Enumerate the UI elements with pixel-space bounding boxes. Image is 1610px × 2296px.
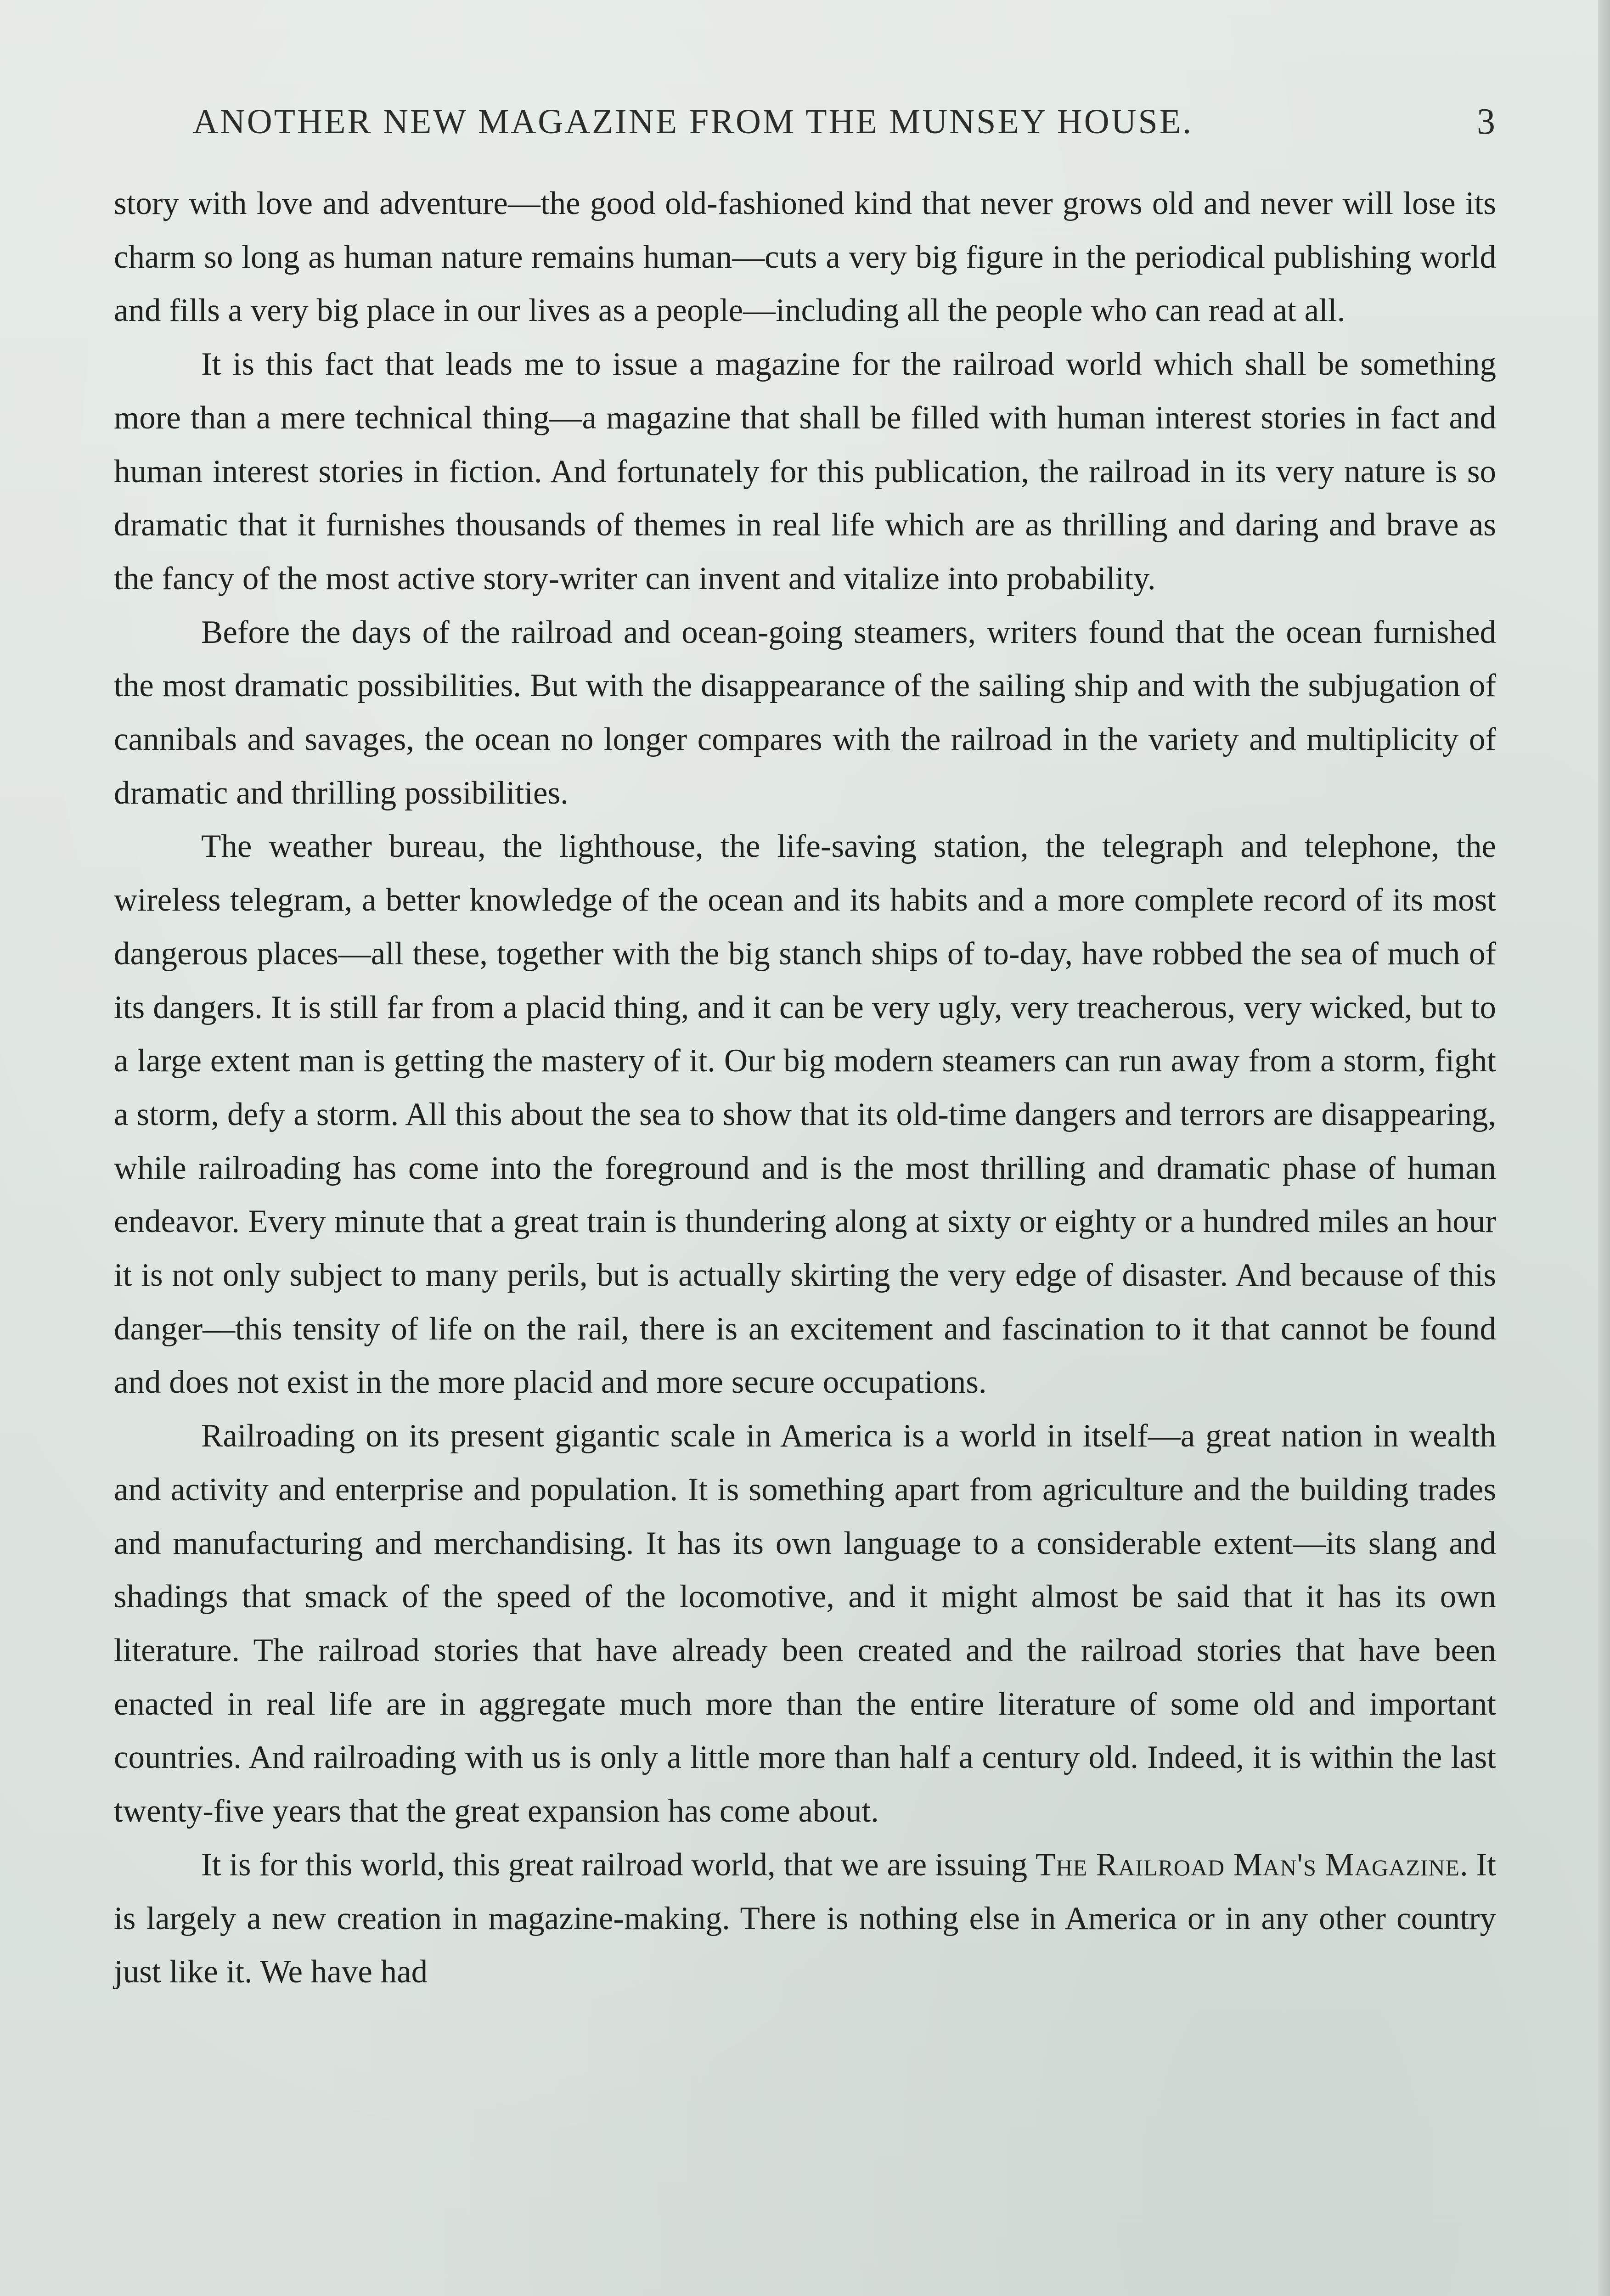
paragraph-6-end: . It is largely a new creation in magazine-making. There is nothing else in America or in any other country just like it. We have had [114,1846,1496,1990]
paragraph-5: Railroading on its present gigantic scale in America is a world in itself—a great nation in wealth and activity and enterprise and population. It is something apart from agriculture and the building trades and manufacturing and merchandising. It has its own language to a considerable extent—its slang and shadings that smack of the speed of the locomotive, and it might almost be said that it has its own literature. The railroad stories that have already been created and the railroad stories that have been enacted in real life are in aggregate much more than the entire literature of some old and important countries. And railroading with us is only a little more than half a century old. Indeed, it is within the last twenty-five years that the great expansion has come about. [114,1418,1496,1829]
paragraph-2: It is this fact that leads me to issue a magazine for the railroad world which shall be something more than a mere technical thing—a magazine that shall be filled with human interest stories in fact and human interest stories in fiction. And fortunately for this publication, the railroad in its very nature is so dramatic that it furnishes thousands of themes in real life which are as thrilling and daring and brave as the fancy of the most active story-writer can invent and vitalize into probability. [114,346,1496,597]
page-number: 3 [1477,101,1497,142]
running-head: ANOTHER NEW MAGAZINE FROM THE MUNSEY HOUSE. [193,102,1193,141]
paragraph-6 [114,1838,1496,1999]
paragraph-4: The weather bureau, the lighthouse, the life-saving station, the telegraph and telephone, the wireless telegram, a better knowledge of the ocean and its habits and a more complete record of its most dangerous places—all these, together with the big stanch ships of to-day, have robbed the sea of much of its dangers. It is still far from a placid thing, and it can be very ugly, very treacherous, very wicked, but to a large extent man is getting the mastery of it. Our big modern steamers can run away from a storm, fight a storm, defy a storm. All this about the sea to show that its old-time dangers and terrors are disappearing, while railroading has come into the foreground and is the most thrilling and dramatic phase of human endeavor. Every minute that a great train is thundering along at sixty or eighty or a hundred miles an hour it is not only subject to many perils, but is actually skirting the very edge of disaster. And because of this danger—this tensity of life on the rail, there is an excitement and fascination to it that cannot be found and does not exist in the more placid and more secure occupations. [114,828,1496,1401]
magazine-name: The Railroad Man's Magazine [1035,1846,1460,1883]
body-text [114,177,1496,1999]
page-header [193,94,1497,149]
page-edge [1598,0,1610,2296]
paragraph-3: Before the days of the railroad and ocean-going steamers, writers found that the ocean furnished the most dramatic possibilities. But with the disappearance of the sailing ship and with the subjugation of cannibals and savages, the ocean no longer compares with the railroad in the variety and multiplicity of dramatic and thrilling possibilities. [114,614,1496,811]
paragraph-1: story with love and adventure—the good old-fashioned kind that never grows old and never will lose its charm so long as human nature remains human—cuts a very big figure in the periodical publishing world and fills a very big place in our lives as a people—including all the people who can read at all. [114,186,1496,329]
paragraph-6-start: It is for this world, this great railroad world, that we are issuing [201,1846,1036,1883]
